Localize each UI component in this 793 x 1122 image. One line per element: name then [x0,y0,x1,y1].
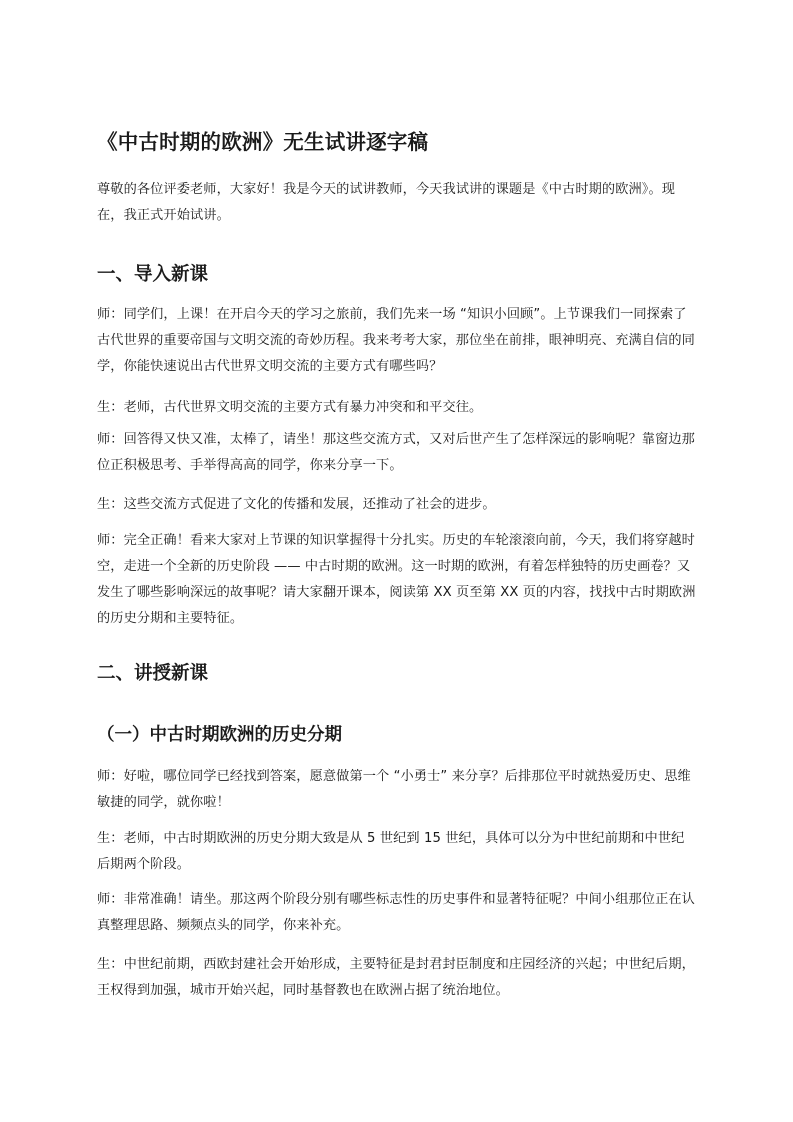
paragraph: 师：非常准确！请坐。那这两个阶段分别有哪些标志性的历史事件和显著特征呢？中间小组那位正在认真整理思路、频频点头的同学，你来补充。 [97,892,695,933]
paragraph: 生：老师，古代世界文明交流的主要方式有暴力冲突和和平交往。 [97,400,483,415]
paragraph: 生：中世纪前期，西欧封建社会开始形成，主要特征是封君封臣制度和庄园经济的兴起；中世纪后期，王权得到加强，城市开始兴起，同时基督教也在欧洲占据了统治地位。 [97,957,695,998]
paragraph: 生：老师，中古时期欧洲的历史分期大致是从 5 世纪到 15 世纪，具体可以分为中世纪前期和中世纪后期两个阶段。 [97,831,685,872]
section-heading-lecture: 二、讲授新课 [97,663,209,684]
section-heading-intro: 一、导入新课 [97,264,209,285]
paragraph: 生：这些交流方式促进了文化的传播和发展，还推动了社会的进步。 [97,497,496,512]
subsection-heading: （一）中古时期欧洲的历史分期 [97,725,342,745]
paragraph: 师：好啦，哪位同学已经找到答案，愿意做第一个 “小勇士” 来分享？后排那位平时就热爱历史、思维敏捷的同学，就你啦！ [97,769,691,810]
paragraph: 师：完全正确！看来大家对上节课的知识掌握得十分扎实。历史的车轮滚滚向前，今天，我们将穿越时空，走进一个全新的历史阶段 —— 中古时期的欧洲。这一时期的欧洲，有着怎样独特的历史画卷？又发生了哪些影响深远的故事呢？请大家翻开课本，阅读第 XX 页至第 XX 页的内容，找找中古时期欧洲的历史分期和主要特征。 [97,533,696,626]
paragraph: 师：回答得又快又准，太棒了，请坐！那这些交流方式，又对后世产生了怎样深远的影响呢？靠窗边那位正积极思考、手举得高高的同学，你来分享一下。 [97,432,695,473]
document-title: 《中古时期的欧洲》无生试讲逐字稿 [97,130,429,154]
paragraph: 师：同学们，上课！在开启今天的学习之旅前，我们先来一场 “知识小回顾”。上节课我们一同探索了古代世界的重要帝国与文明交流的奇妙历程。我来考考大家，那位坐在前排，眼神明亮、充满自信的同学，你能快速说出古代世界文明交流的主要方式有哪些吗？ [97,307,695,374]
intro-paragraph: 尊敬的各位评委老师，大家好！我是今天的试讲教师，今天我试讲的课题是《中古时期的欧洲》。现在，我正式开始试讲。 [97,182,676,223]
